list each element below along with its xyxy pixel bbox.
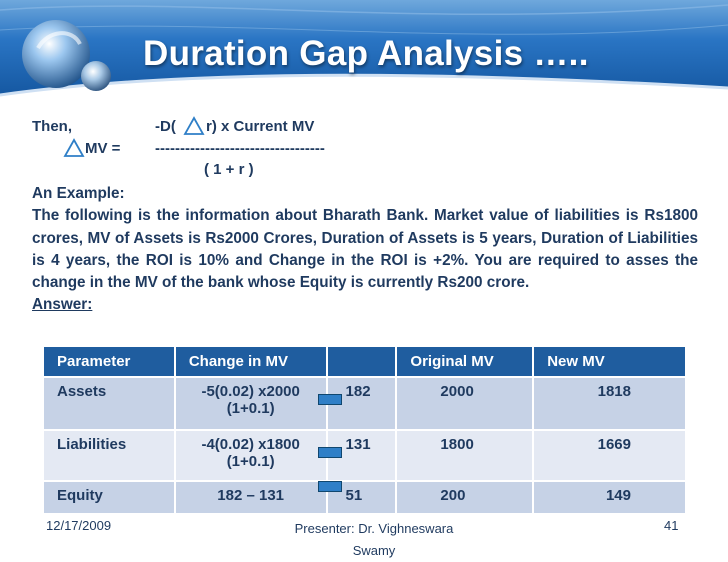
slide-header — [0, 0, 728, 112]
large-sphere-icon — [22, 20, 90, 88]
table-header-cell — [327, 347, 397, 377]
formula-lhs: MV = — [85, 140, 121, 157]
change-line1: -4(0.02) x1800 — [201, 436, 300, 453]
table-row — [44, 430, 686, 481]
footer-page-number: 41 — [664, 518, 679, 533]
original-cell: 2000 — [396, 377, 533, 430]
table-header-cell: Change in MV — [175, 347, 327, 377]
table-header-cell: Original MV — [396, 347, 533, 377]
equals-icon — [318, 481, 342, 492]
result-cell: 182 — [327, 377, 397, 430]
duration-gap-table — [44, 347, 687, 513]
parameter-cell: Liabilities — [44, 430, 175, 481]
new-cell: 149 — [533, 481, 686, 513]
footer-presenter: Presenter: Dr. Vighneswara Swamy — [294, 521, 454, 558]
change-line2: (1+0.1) — [226, 400, 275, 417]
example-heading: An Example: — [32, 185, 125, 202]
table-row — [44, 377, 686, 430]
formula-numerator-right: r) x Current MV — [206, 118, 315, 135]
delta-icon — [183, 116, 205, 136]
slide-title: Duration Gap Analysis ….. — [143, 34, 589, 73]
change-line1: -5(0.02) x2000 — [201, 383, 300, 400]
table-header-cell: Parameter — [44, 347, 175, 377]
change-line2: (1+0.1) — [226, 453, 275, 470]
duration-formula — [32, 118, 712, 178]
small-sphere-icon — [81, 61, 111, 91]
new-cell: 1818 — [533, 377, 686, 430]
parameter-cell: Assets — [44, 377, 175, 430]
result-cell: 51 — [327, 481, 397, 513]
formula-numerator-left: -D( — [155, 118, 176, 135]
new-cell: 1669 — [533, 430, 686, 481]
delta-icon — [63, 138, 85, 158]
table-header-row — [44, 347, 686, 377]
equals-icon — [318, 447, 342, 458]
change-cell — [175, 481, 327, 513]
formula-denominator: ( 1 + r ) — [204, 161, 254, 178]
footer-date: 12/17/2009 — [46, 518, 112, 533]
equals-icon — [318, 394, 342, 405]
change-cell — [175, 377, 327, 430]
original-cell: 1800 — [396, 430, 533, 481]
table-header-cell: New MV — [533, 347, 686, 377]
formula-then-label: Then, — [32, 118, 72, 135]
change-line1: 182 – 131 — [217, 487, 285, 504]
original-cell: 200 — [396, 481, 533, 513]
example-text: The following is the information about Bharath Bank. Market value of liabilities is Rs1800 crores, MV of Assets is Rs2000 Crores, Duration of Assets is 5 years, Duration of Liabilities is 4 years, the ROI is 10% and Change in the ROI is +2%. You are required to asses the change in the MV of the bank whose Equity is currently Rs200 crore. — [32, 207, 698, 292]
result-cell: 131 — [327, 430, 397, 481]
table-row — [44, 481, 686, 513]
parameter-cell: Equity — [44, 481, 175, 513]
example-section — [32, 183, 698, 317]
answer-label: Answer: — [32, 296, 93, 314]
formula-divider: ---------------------------------- — [155, 140, 325, 157]
change-cell — [175, 430, 327, 481]
